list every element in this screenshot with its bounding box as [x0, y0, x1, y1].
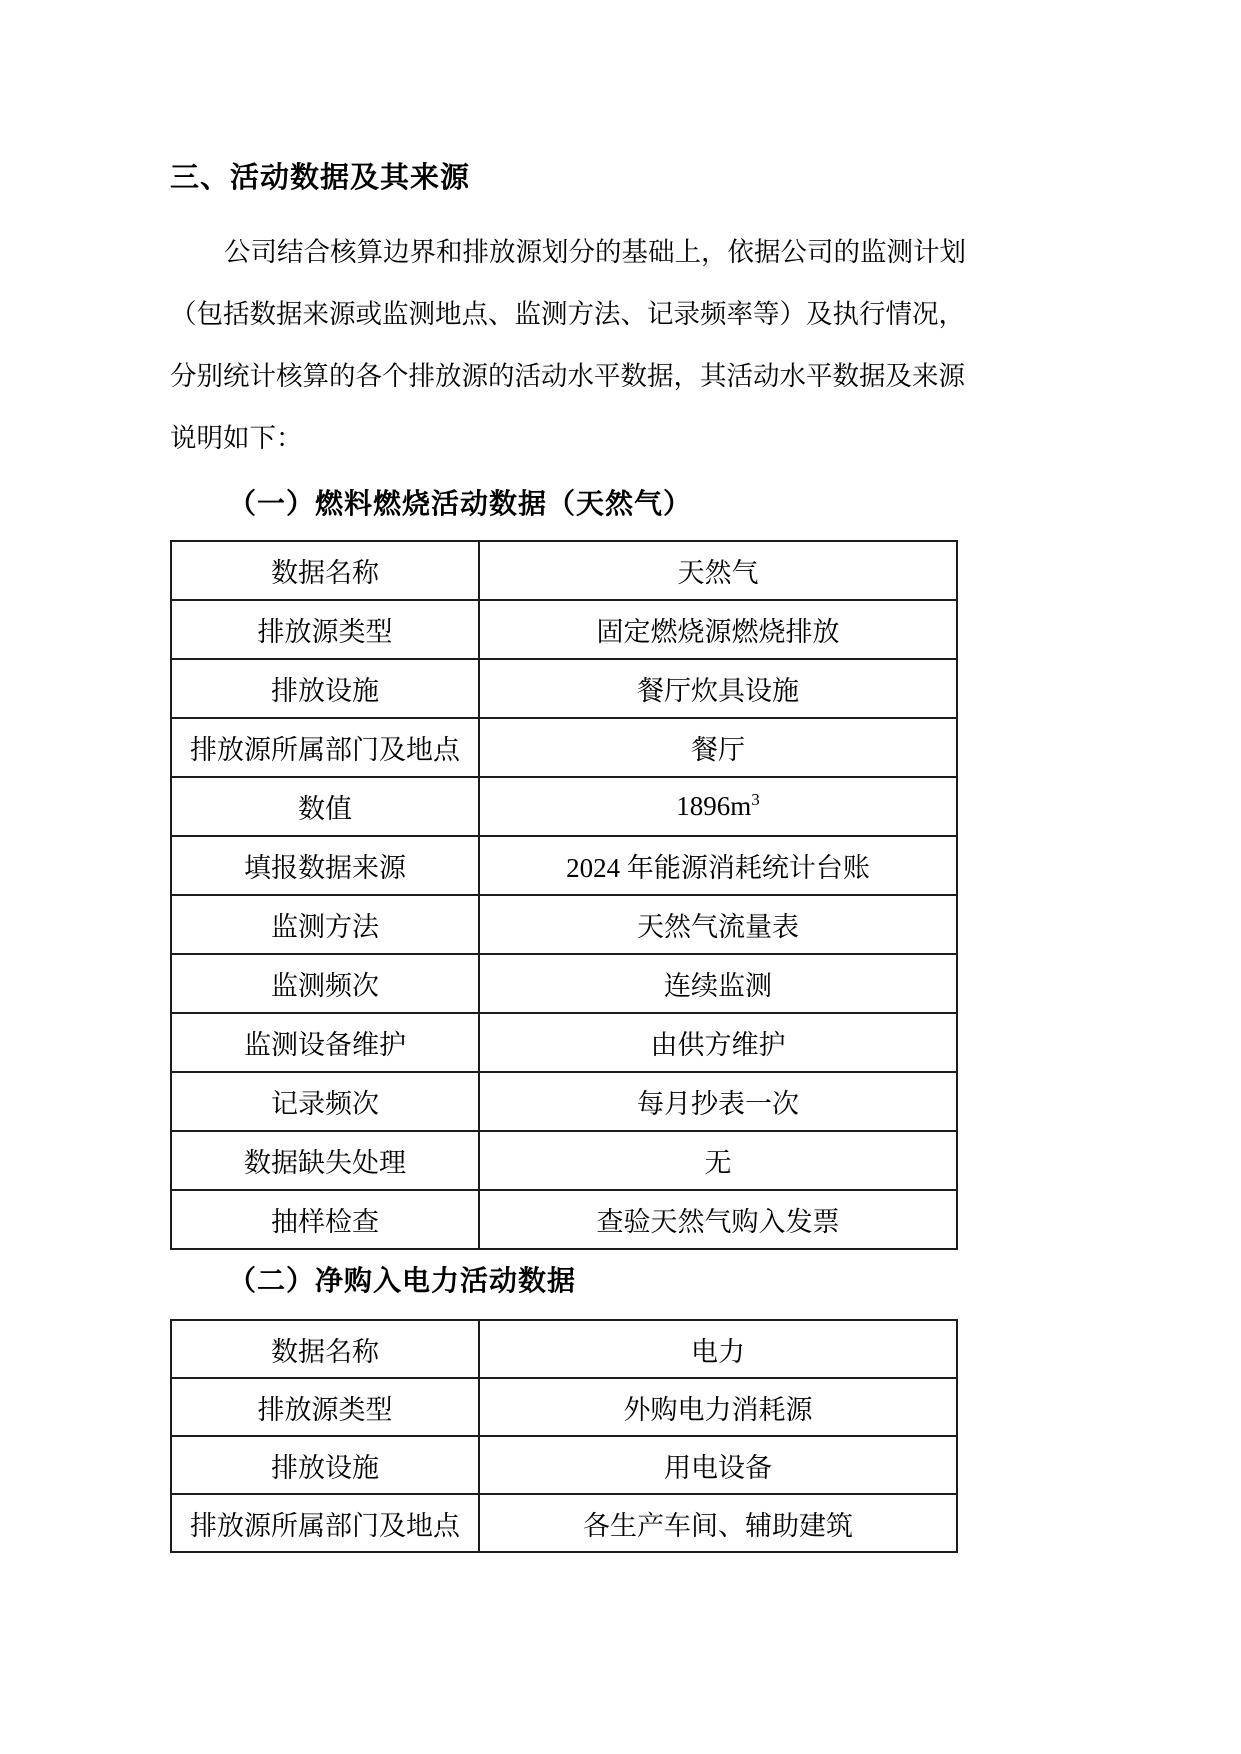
row-value-cell — [479, 895, 957, 954]
row-value: 由供方维护 — [650, 1030, 786, 1060]
table-row — [171, 1320, 957, 1378]
row-value: 查验天然气购入发票 — [596, 1207, 840, 1237]
row-label-cell — [171, 1072, 479, 1131]
table-row — [171, 1378, 957, 1436]
row-value: 无 — [704, 1148, 732, 1178]
row-label-cell — [171, 836, 479, 895]
row-value-superscript: 3 — [751, 790, 760, 809]
row-label: 填报数据来源 — [244, 853, 406, 883]
row-value-cell — [479, 600, 957, 659]
row-value-cell — [479, 954, 957, 1013]
row-label: 排放源所属部门及地点 — [190, 735, 460, 765]
row-value: 餐厅炊具设施 — [637, 676, 799, 706]
paragraph-line: 公司结合核算边界和排放源划分的基础上，依据公司的监测计划 — [224, 237, 966, 267]
paragraph-line: 分别统计核算的各个排放源的活动水平数据，其活动水平数据及来源 — [170, 361, 965, 391]
table-row — [171, 718, 957, 777]
table-row — [171, 541, 957, 600]
row-value-cell — [479, 541, 957, 600]
row-value: 电力 — [691, 1336, 745, 1367]
electricity-table-body — [171, 1320, 957, 1552]
row-value-cell — [479, 1013, 957, 1072]
row-label-cell — [171, 1436, 479, 1494]
row-value-cell — [479, 777, 957, 836]
row-value-cell — [479, 1131, 957, 1190]
table-row — [171, 1072, 957, 1131]
paragraph-line: 说明如下： — [170, 423, 303, 453]
subsection-1-title: （一）燃料燃烧活动数据（天然气） — [228, 489, 693, 520]
row-label: 数据缺失处理 — [244, 1148, 406, 1178]
natural-gas-activity-table — [170, 540, 958, 1250]
table-row — [171, 895, 957, 954]
row-label: 抽样检查 — [271, 1207, 379, 1237]
row-value: 天然气 — [677, 558, 759, 588]
row-value: 1896m — [676, 791, 752, 821]
subsection-2-title: （二）净购入电力活动数据 — [228, 1266, 577, 1297]
page-content — [170, 0, 966, 1553]
row-value-cell — [479, 718, 957, 777]
row-label-cell — [171, 541, 479, 600]
row-value: 餐厅 — [691, 735, 745, 765]
row-value-cell — [479, 1378, 957, 1436]
row-label: 排放源所属部门及地点 — [190, 1510, 460, 1541]
electricity-activity-table — [170, 1319, 958, 1553]
row-label-cell — [171, 777, 479, 836]
table-row — [171, 777, 957, 836]
intro-paragraph — [170, 221, 966, 469]
row-value: 用电设备 — [664, 1452, 772, 1483]
row-label: 监测频次 — [271, 971, 379, 1001]
row-label-cell — [171, 1013, 479, 1072]
row-label: 数据名称 — [271, 558, 379, 588]
table-row — [171, 1190, 957, 1249]
table-row — [171, 1494, 957, 1552]
row-value: 2024 年能源消耗统计台账 — [566, 853, 870, 883]
row-label-cell — [171, 718, 479, 777]
row-value: 天然气流量表 — [637, 912, 799, 942]
row-label: 记录频次 — [271, 1089, 379, 1119]
row-label-cell — [171, 659, 479, 718]
row-label-cell — [171, 895, 479, 954]
row-label-cell — [171, 1494, 479, 1552]
row-label: 排放源类型 — [257, 617, 393, 647]
row-label: 数值 — [298, 794, 352, 824]
row-label-cell — [171, 1378, 479, 1436]
row-value: 外购电力消耗源 — [623, 1394, 813, 1425]
table-row — [171, 954, 957, 1013]
row-label: 排放设施 — [271, 1452, 379, 1483]
row-label: 数据名称 — [271, 1336, 379, 1367]
row-label: 监测方法 — [271, 912, 379, 942]
row-value-cell — [479, 1436, 957, 1494]
row-label: 排放源类型 — [257, 1394, 393, 1425]
row-value-cell — [479, 836, 957, 895]
row-label-cell — [171, 1190, 479, 1249]
row-label: 排放设施 — [271, 676, 379, 706]
table-row — [171, 1131, 957, 1190]
row-label-cell — [171, 1320, 479, 1378]
row-value: 每月抄表一次 — [637, 1089, 799, 1119]
row-label-cell — [171, 954, 479, 1013]
paragraph-line: （包括数据来源或监测地点、监测方法、记录频率等）及执行情况， — [170, 299, 965, 329]
table-row — [171, 836, 957, 895]
table-row — [171, 1013, 957, 1072]
row-label-cell — [171, 600, 479, 659]
row-value-cell — [479, 659, 957, 718]
row-value: 各生产车间、辅助建筑 — [583, 1510, 853, 1541]
row-value: 固定燃烧源燃烧排放 — [596, 617, 840, 647]
table-row — [171, 600, 957, 659]
row-value-cell — [479, 1072, 957, 1131]
table-row — [171, 659, 957, 718]
natural-gas-table-body — [171, 541, 957, 1249]
row-label-cell — [171, 1131, 479, 1190]
section-title: 三、活动数据及其来源 — [170, 162, 471, 194]
row-label: 监测设备维护 — [244, 1030, 406, 1060]
row-value-cell — [479, 1190, 957, 1249]
table-row — [171, 1436, 957, 1494]
row-value-cell — [479, 1320, 957, 1378]
row-value: 连续监测 — [664, 971, 772, 1001]
row-value-cell — [479, 1494, 957, 1552]
